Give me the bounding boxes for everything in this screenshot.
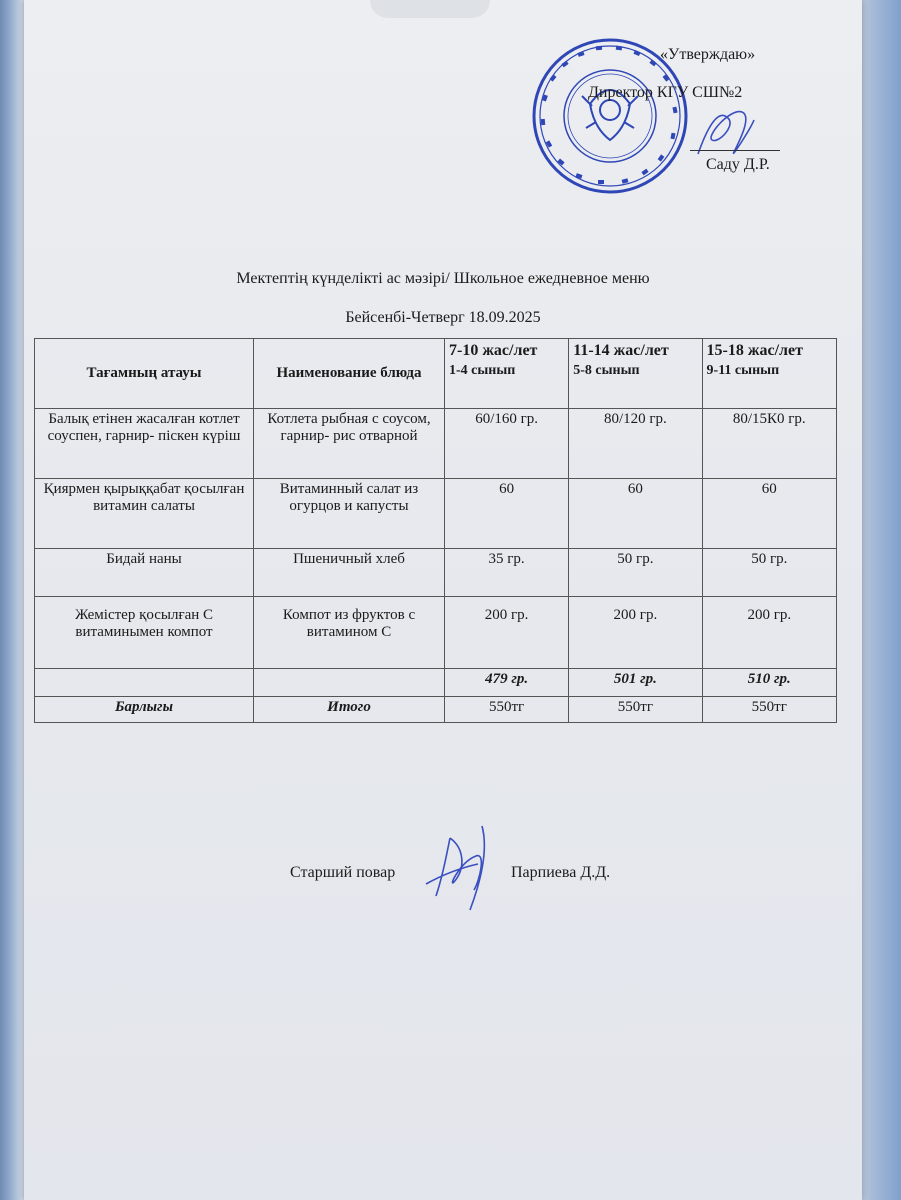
background-edge bbox=[862, 0, 901, 1200]
menu-table bbox=[34, 338, 837, 723]
portion-age-group-1: 60 bbox=[445, 479, 569, 549]
dish-name-kz: Бидай наны bbox=[35, 549, 254, 597]
portion-age-group-1: 35 гр. bbox=[445, 549, 569, 597]
table-row bbox=[35, 479, 837, 549]
price-age-group-3: 550тг bbox=[702, 697, 836, 723]
total-weight-age-group-1: 479 гр. bbox=[445, 669, 569, 697]
price-label-ru: Итого bbox=[254, 697, 445, 723]
price-label-kz: Барлыгы bbox=[35, 697, 254, 723]
approval-signature-line bbox=[690, 150, 780, 151]
age-group-1-grades: 1-4 сынып bbox=[449, 363, 516, 378]
portion-age-group-2: 50 гр. bbox=[569, 549, 702, 597]
price-age-group-2: 550тг bbox=[569, 697, 702, 723]
age-group-2-grades: 5-8 сынып bbox=[573, 363, 640, 378]
approval-name: Саду Д.Р. bbox=[706, 156, 770, 173]
dish-name-kz: Қиярмен қырыққабат қосылған витамин салаты bbox=[35, 479, 254, 549]
cook-signature bbox=[420, 818, 510, 912]
portion-age-group-3: 80/15К0 гр. bbox=[702, 409, 836, 479]
cook-name: Парпиева Д.Д. bbox=[511, 864, 611, 881]
total-weight-age-group-2: 501 гр. bbox=[569, 669, 702, 697]
dish-name-ru: Витаминный салат из огурцов и капусты bbox=[254, 479, 445, 549]
total-weight-age-group-3: 510 гр. bbox=[702, 669, 836, 697]
portion-age-group-2: 60 bbox=[569, 479, 702, 549]
portion-age-group-3: 50 гр. bbox=[702, 549, 836, 597]
dish-name-kz: Балық етінен жасалған котлет соуспен, гарнир- піскен күріш bbox=[35, 409, 254, 479]
dish-name-ru: Компот из фруктов с витамином С bbox=[254, 597, 445, 669]
age-group-1-title: 7-10 жас/лет bbox=[449, 342, 538, 359]
header-age-group-2 bbox=[569, 339, 702, 409]
table-row bbox=[35, 549, 837, 597]
price-row bbox=[35, 697, 837, 723]
header-kz-name: Тағамның атауы bbox=[35, 339, 254, 409]
portion-age-group-2: 200 гр. bbox=[569, 597, 702, 669]
age-group-3-title: 15-18 жас/лет bbox=[706, 342, 803, 359]
portion-age-group-1: 200 гр. bbox=[445, 597, 569, 669]
portion-age-group-2: 80/120 гр. bbox=[569, 409, 702, 479]
header-age-group-3 bbox=[702, 339, 836, 409]
dish-name-kz: Жемістер қосылған С витаминымен компот bbox=[35, 597, 254, 669]
totals-row bbox=[35, 669, 837, 697]
menu-date: Бейсенбі-Четверг 18.09.2025 bbox=[345, 309, 541, 326]
table-header-row bbox=[35, 339, 837, 409]
sheet-protector-notch bbox=[370, 0, 490, 18]
price-age-group-1: 550тг bbox=[445, 697, 569, 723]
approval-role: Директор КГУ СШ№2 bbox=[588, 84, 743, 101]
header-ru-name: Наименование блюда bbox=[254, 339, 445, 409]
table-row bbox=[35, 409, 837, 479]
portion-age-group-3: 200 гр. bbox=[702, 597, 836, 669]
totals-empty-cell bbox=[35, 669, 254, 697]
portion-age-group-3: 60 bbox=[702, 479, 836, 549]
header-age-group-1 bbox=[445, 339, 569, 409]
portion-age-group-1: 60/160 гр. bbox=[445, 409, 569, 479]
totals-empty-cell bbox=[254, 669, 445, 697]
age-group-3-grades: 9-11 сынып bbox=[706, 363, 780, 378]
age-group-2-title: 11-14 жас/лет bbox=[573, 342, 669, 359]
dish-name-ru: Пшеничный хлеб bbox=[254, 549, 445, 597]
cook-role: Старший повар bbox=[290, 864, 396, 881]
menu-title: Мектептің күнделікті ас мәзірі/ Школьное ежедневное меню bbox=[236, 270, 650, 287]
dish-name-ru: Котлета рыбная с соусом, гарнир- рис отварной bbox=[254, 409, 445, 479]
table-row bbox=[35, 597, 837, 669]
approval-title: «Утверждаю» bbox=[660, 46, 756, 63]
